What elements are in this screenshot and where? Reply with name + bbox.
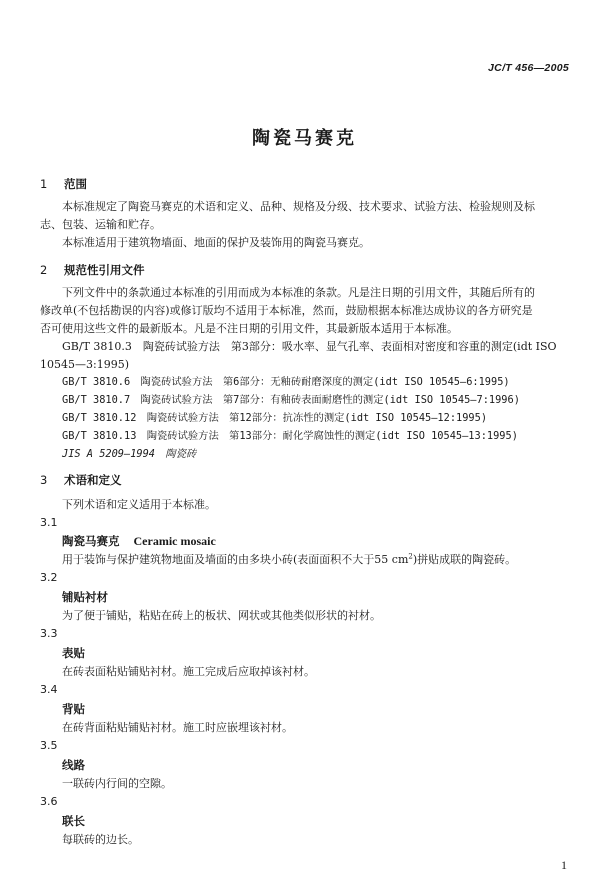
references-intro-line1: 下列文件中的条款通过本标准的引用而成为本标准的条款。凡是注日期的引用文件，其随后所有的 [62,286,535,299]
superscript-exponent: 2 [408,552,413,561]
reference-gbt-3810-12: GB/T 3810.12 陶瓷砖试验方法 第12部分：抗冻性的测定(idt ISO 10545—12:1995) [62,412,488,424]
term-number: 3.6 [40,795,58,808]
standard-code: JC/T 456—2005 [488,62,569,74]
term-name: 线路 [62,758,85,772]
references-intro-line3: 否可使用这些文件的最新版本。凡是不注日期的引用文件，其最新版本适用于本标准。 [40,322,458,335]
section-title: 范围 [64,177,87,191]
section-number: 1 [40,177,48,191]
reference-gbt-3810-6: GB/T 3810.6 陶瓷砖试验方法 第6部分：无釉砖耐磨深度的测定(idt ISO 10545—6:1995) [62,376,510,388]
term-definition: 为了便于铺贴，粘贴在砖上的板状、网状或其他类似形状的衬材。 [62,609,381,622]
term-number: 3.2 [40,571,58,584]
references-intro-line2: 修改单(不包括勘误的内容)或修订版均不适用于本标准，然而，鼓励根据本标准达成协议的各方研究是 [40,304,533,317]
scope-paragraph-line1: 本标准规定了陶瓷马赛克的术语和定义、品种、规格及分级、技术要求、试验方法、检验规则及标 [62,200,535,213]
section-1-heading [40,176,87,192]
term-number: 3.5 [40,739,58,752]
section-3-heading [40,472,122,488]
scope-paragraph-line2: 志、包装、运输和贮存。 [40,218,161,231]
term-name: 陶瓷马赛克 [62,534,120,548]
section-number: 3 [40,473,48,487]
term-number: 3.3 [40,627,58,640]
section-title: 规范性引用文件 [64,263,145,277]
scope-paragraph-2: 本标准适用于建筑物墙面、地面的保护及装饰用的陶瓷马赛克。 [62,236,370,249]
term-name: 表贴 [62,646,85,660]
term-number: 3.1 [40,516,58,529]
term-definition-text-end: )拼贴成联的陶瓷砖。 [412,553,517,566]
term-definition-text: 用于装饰与保护建筑物地面及墙面的由多块小砖(表面面积不大于55 cm [62,553,409,566]
term-definition [62,551,516,567]
section-title: 术语和定义 [64,473,122,487]
page-title: 陶瓷马赛克 [252,128,357,149]
term-name: 联长 [62,814,85,828]
term-number: 3.4 [40,683,58,696]
reference-gbt-3810-7: GB/T 3810.7 陶瓷砖试验方法 第7部分：有釉砖表面耐磨性的测定(idt ISO 10545—7:1996) [62,394,520,406]
term-heading [62,533,216,549]
term-definition: 每联砖的边长。 [62,833,139,846]
reference-gbt-3810-3-line1: GB/T 3810.3 陶瓷砖试验方法 第3部分：吸水率、显气孔率、表面相对密度和容重的测定(idt ISO [62,340,557,353]
term-definition: 在砖表面粘贴铺贴衬材。施工完成后应取掉该衬材。 [62,665,315,678]
term-name: 背贴 [62,702,85,716]
term-name: 铺贴衬材 [62,590,108,604]
section-2-heading [40,262,145,278]
section-number: 2 [40,263,48,277]
terms-intro: 下列术语和定义适用于本标准。 [62,498,216,511]
page-number: 1 [561,858,567,872]
term-definition: 一联砖内行间的空隙。 [62,777,172,790]
reference-gbt-3810-3-line2: 10545—3:1995) [40,358,129,371]
reference-gbt-3810-13: GB/T 3810.13 陶瓷砖试验方法 第13部分：耐化学腐蚀性的测定(idt ISO 10545—13:1995) [62,430,518,442]
term-definition: 在砖背面粘贴铺贴衬材。施工时应嵌埋该衬材。 [62,721,293,734]
reference-jis-a-5209: JIS A 5209—1994 陶瓷砖 [62,448,197,460]
term-english-name: Ceramic mosaic [133,534,216,548]
